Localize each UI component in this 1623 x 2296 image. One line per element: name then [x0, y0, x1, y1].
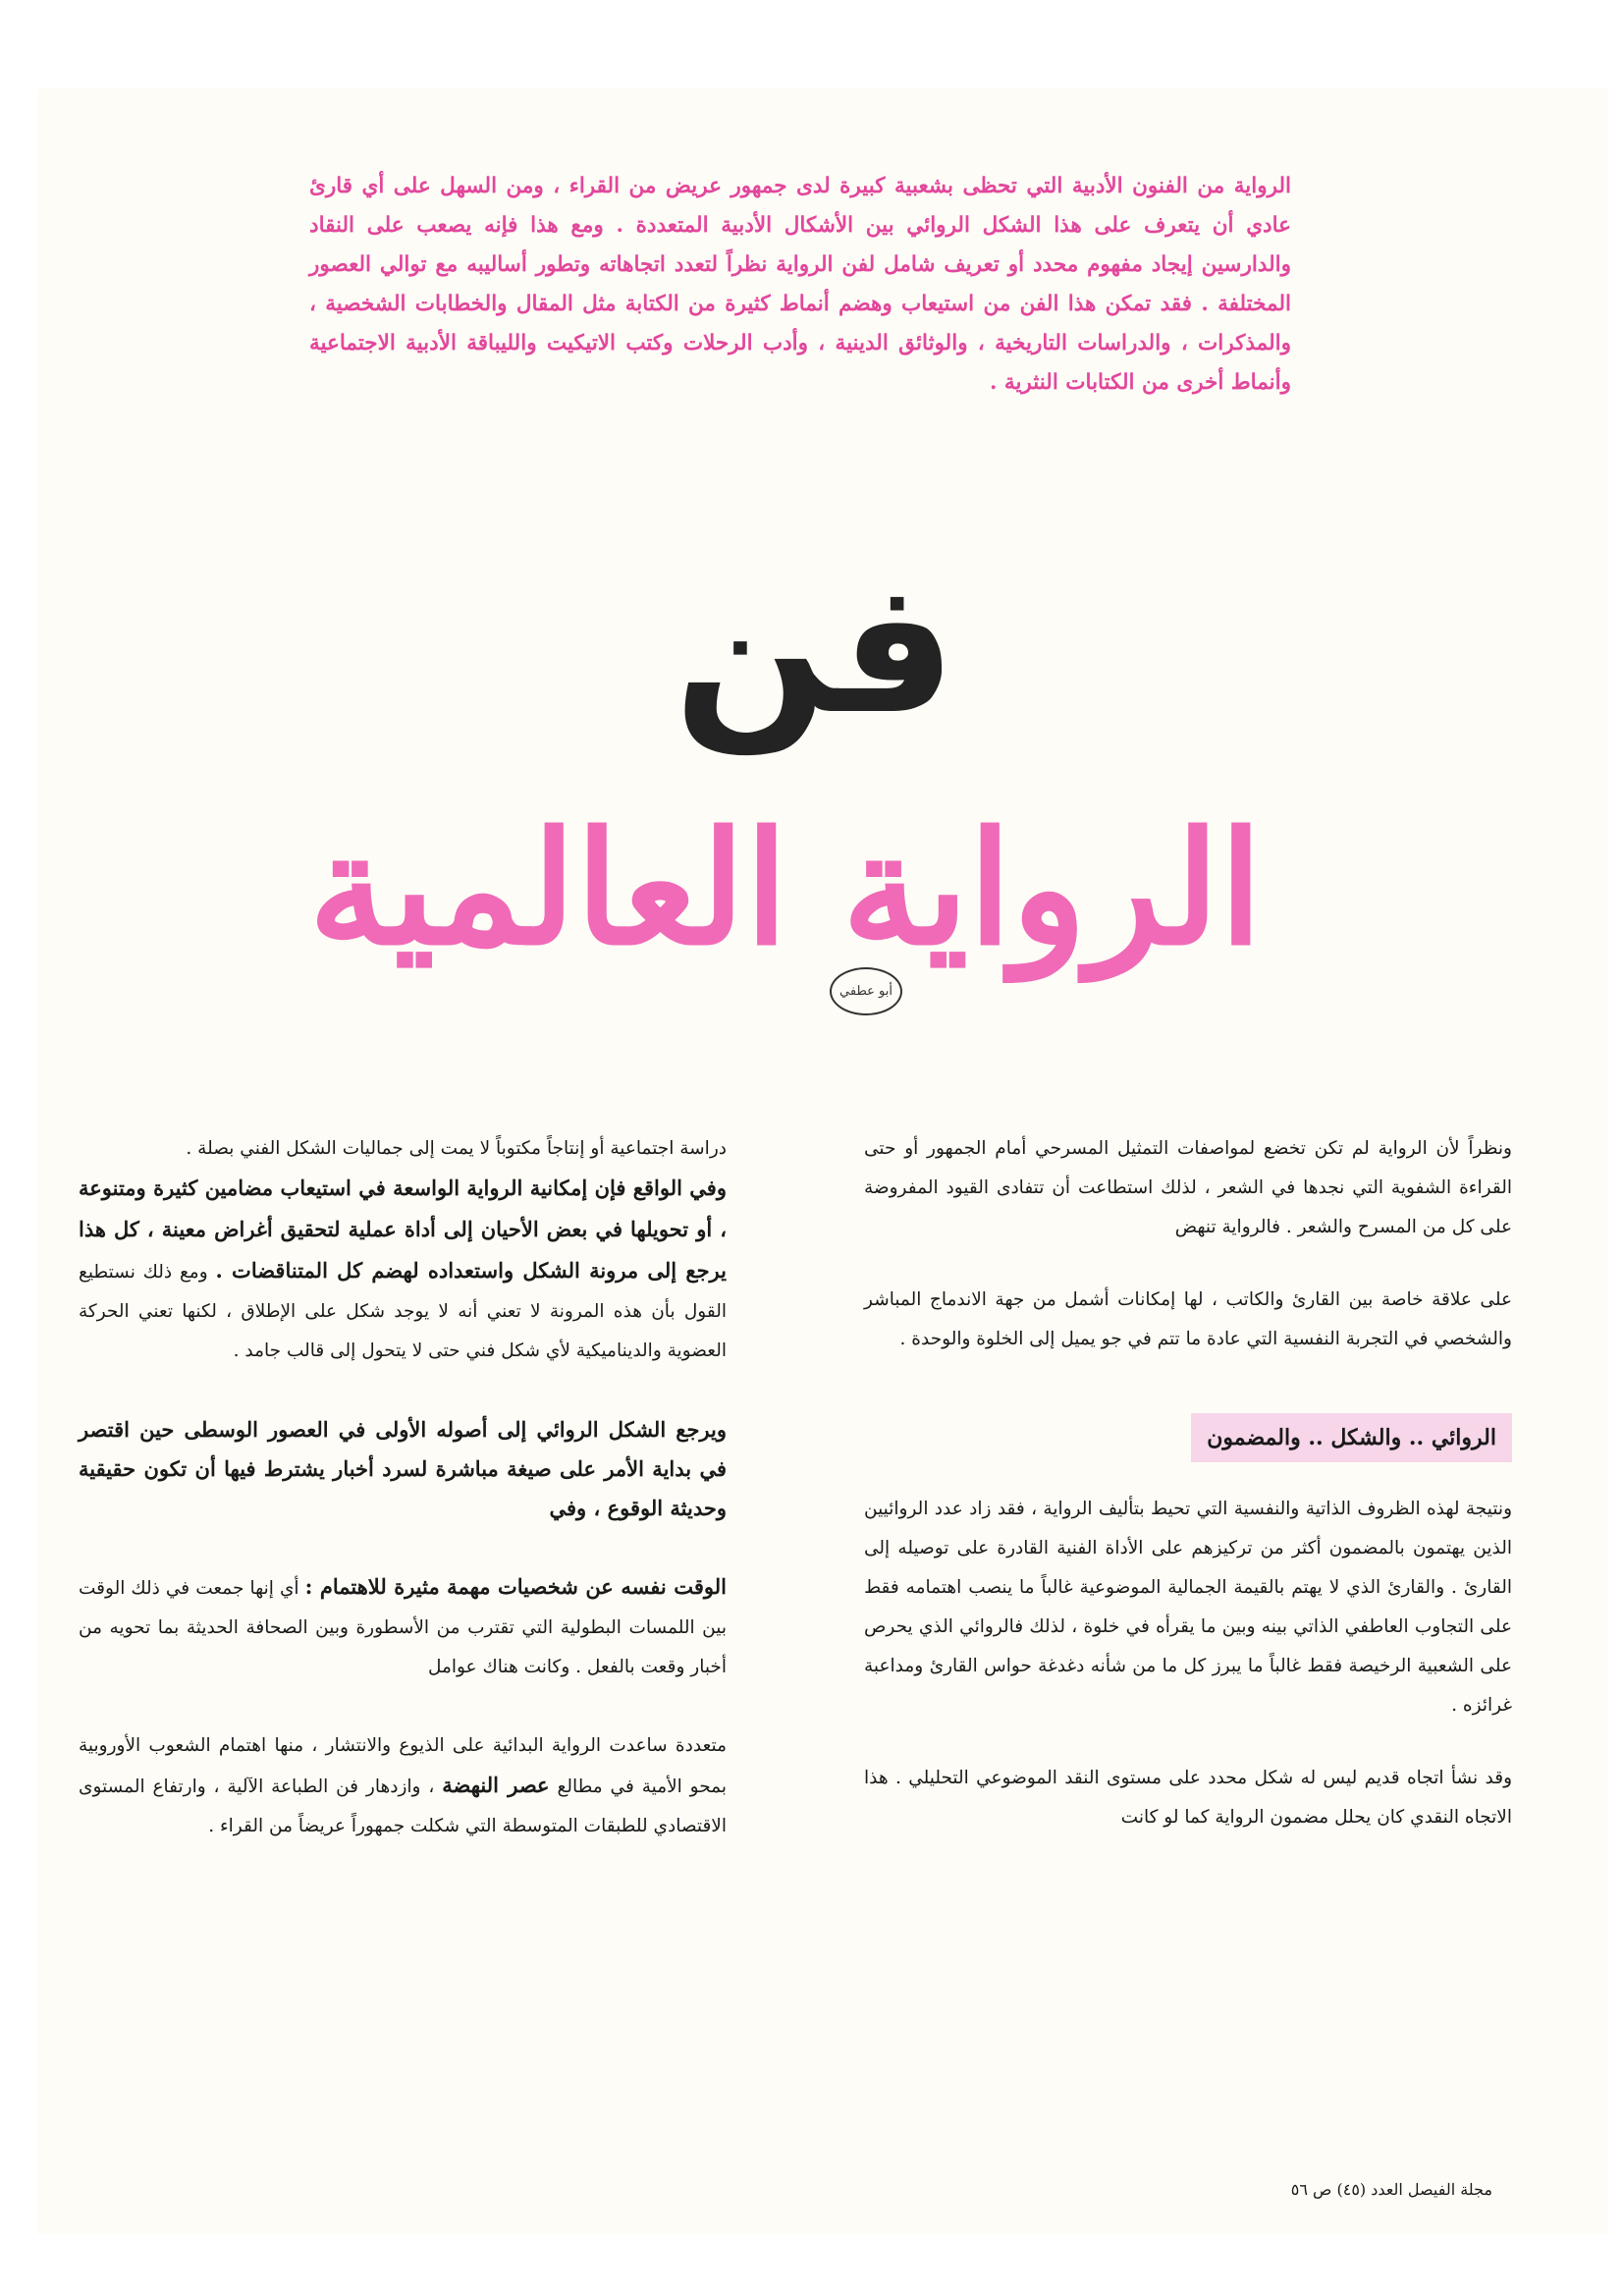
title-line-2: الرواية العالمية — [308, 797, 1263, 980]
left-paragraph-5 — [79, 1726, 727, 1846]
left-paragraph-5-bold: عصر النهضة — [442, 1773, 550, 1797]
left-paragraph-2 — [79, 1169, 727, 1371]
right-paragraph-1: ونظراً لأن الرواية لم تكن تخضع لمواصفات التمثيل المسرحي أمام الجمهور أو حتى القراءة الشفوية التي نجدها في الشعر ، لذلك استطاعت أن تتفادى القيود المفروضة على كل من المسرح والشعر . فالرواية تنهض — [864, 1138, 1512, 1237]
left-paragraph-4 — [79, 1567, 727, 1687]
left-paragraph-5-b: ، وازدهار فن الطباعة الآلية ، وارتفاع المستوى الاقتصادي للطبقات المتوسطة التي شكلت جمهوراً عريضاً من القراء . — [79, 1777, 727, 1836]
left-paragraph-4-bold: الوقت نفسه عن شخصيات مهمة مثيرة للاهتمام : — [304, 1574, 727, 1599]
intro-text: الرواية من الفنون الأدبية التي تحظى بشعبية كبيرة لدى جمهور عريض من القراء ، ومن السهل على أي قارئ عادي أن يتعرف على هذا الشكل الروائي بين الأشكال الأدبية المتعددة . ومع هذا فإنه يصعب على النقاد والدارسين إيجاد مفهوم محدد أو تعريف شامل لفن الرواية نظراً لتعدد اتجاهاته وتطور أساليبه مع توالي العصور المختلفة . فقد تمكن هذا الفن من استيعاب وهضم أنماط كثيرة من الكتابة مثل المقال والخطابات الشخصية ، والمذكرات ، والدراسات التاريخية ، والوثائق الدينية ، وأدب الرحلات وكتب الاتيكيت والليباقة الأدبية الاجتماعية وأنماط أخرى من الكتابات النثرية . — [309, 174, 1291, 395]
right-paragraph-4: وقد نشأ اتجاه قديم ليس له شكل محدد على مستوى النقد الموضوعي التحليلي . هذا الاتجاه النقدي كان يحلل مضمون الرواية كما لو كانت — [864, 1768, 1512, 1828]
right-column — [864, 1129, 1512, 1837]
signature-text: أبو عطفي — [839, 984, 893, 999]
left-paragraph-2-bold: وفي الواقع فإن إمكانية الرواية الواسعة في استيعاب مضامين كثيرة ومتنوعة ، أو تحويلها في بعض الأحيان إلى أداة عملية لتحقيق أغراض معينة ، كل هذا يرجع إلى مرونة الشكل واستعداده لهضم كل المتناقضات . — [79, 1175, 727, 1283]
page-footer: مجلة الفيصل العدد (٤٥) ص ٥٦ — [1290, 2180, 1492, 2199]
right-paragraph-2: على علاقة خاصة بين القارئ والكاتب ، لها إمكانات أشمل من جهة الاندماج المباشر والشخصي في التجربة النفسية التي عادة ما تتم في جو يميل إلى الخلوة والوحدة . — [864, 1289, 1512, 1349]
left-paragraph-5-a: متعددة ساعدت الرواية البدائية على الذيوع والانتشار ، منها اهتمام الشعوب الأوروبية بمحو الأمية في مطالع — [79, 1735, 728, 1797]
intro-paragraph — [309, 167, 1291, 403]
left-paragraph-1: دراسة اجتماعية أو إنتاجاً مكتوباً لا يمت إلى جماليات الشكل الفني بصلة . — [186, 1138, 727, 1159]
subheading-wrapper — [864, 1359, 1512, 1490]
left-column — [79, 1129, 727, 1846]
title-line-1: فن — [674, 542, 956, 754]
left-paragraph-3: ويرجع الشكل الروائي إلى أصوله الأولى في العصور الوسطى حين اقتصر في بداية الأمر على صيغة مباشرة لسرد أخبار يشترط فيها أن تكون حقيقية وحديثة الوقوع ، وفي — [79, 1417, 727, 1520]
left-paragraph-4-rest: أي إنها جمعت في ذلك الوقت بين اللمسات البطولية التي تقترب من الأسطورة وبين الصحافة الحديثة بما تحويه من أخبار وقعت بالفعل . وكانت هناك عوامل — [79, 1578, 727, 1677]
right-paragraph-3: ونتيجة لهذه الظروف الذاتية والنفسية التي تحيط بتأليف الرواية ، فقد زاد عدد الروائيين الذين يهتمون بالمضمون أكثر من تركيزهم على الأداة الفنية القادرة على توصيله إلى القارئ . والقارئ الذي لا يهتم بالقيمة الجمالية الموضوعية غالباً ما ينصب اهتمامه فقط على التجاوب العاطفي الذاتي بينه وبين ما يقرأه في خلوة ، لذلك فالروائي الذي يحرص على الشعبية الرخيصة فقط غالباً ما يبرز كل ما من شأنه دغدغة حواس القارئ ومداعبة غرائزه . — [864, 1499, 1512, 1716]
section-subheading: الروائي .. والشكل .. والمضمون — [1191, 1413, 1512, 1462]
calligrapher-signature — [830, 967, 902, 1015]
left-paragraph-2-rest: ومع ذلك نستطيع القول بأن هذه المرونة لا تعني أنه لا يوجد شكل على الإطلاق ، لكنها تعني الحركة العضوية والديناميكية لأي شكل فني حتى لا يتحول إلى قالب جامد . — [79, 1262, 727, 1361]
